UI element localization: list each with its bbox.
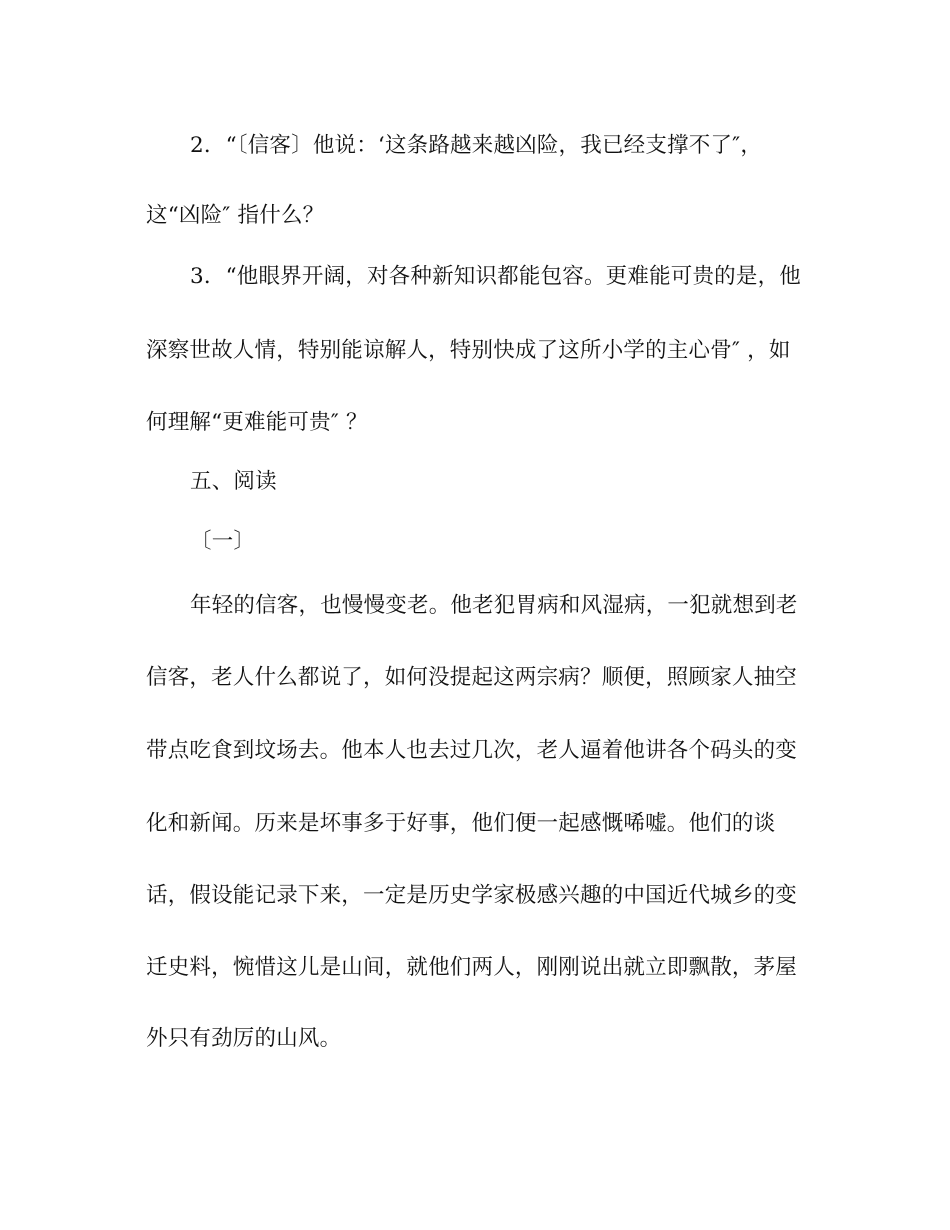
passage-line-2: 信客，老人什么都说了，如何没提起这两宗病？顺便，照顾家人抽空 [146,665,798,690]
question-2-line-1: 2．“〔信客〕他说：‘这条路越来越凶险，我已经支撑不了″， [190,133,763,158]
question-3-line-3: 何理解“更难能可贵″ ？ [146,410,368,435]
question-2-line-2: 这“凶险″ 指什么？ [146,203,325,228]
passage-line-4: 化和新闻。历来是坏事多于好事，他们便一起感慨唏嘘。他们的谈 [146,811,776,836]
passage-line-7: 外只有劲厉的山风。 [146,1026,342,1051]
question-3-line-2: 深察世故人情，特别能谅解人，特别快成了这所小学的主心骨″ ，如 [146,338,791,363]
question-3-line-1: 3．“他眼界开阔，对各种新知识都能包容。更难能可贵的是，他 [190,264,801,289]
passage-line-6: 迁史料，惋惜这儿是山间，就他们两人，刚刚说出就立即飘散，茅屋 [146,955,798,980]
passage-line-5: 话，假设能记录下来，一定是历史学家极感兴趣的中国近代城乡的变 [146,883,798,908]
passage-line-3: 带点吃食到坟场去。他本人也去过几次，老人逼着他讲各个码头的变 [146,738,798,763]
subsection-heading: 〔一〕 [190,529,256,554]
passage-line-1: 年轻的信客，也慢慢变老。他老犯胃病和风湿病，一犯就想到老 [190,593,798,618]
section-heading: 五、阅读 [190,469,277,494]
